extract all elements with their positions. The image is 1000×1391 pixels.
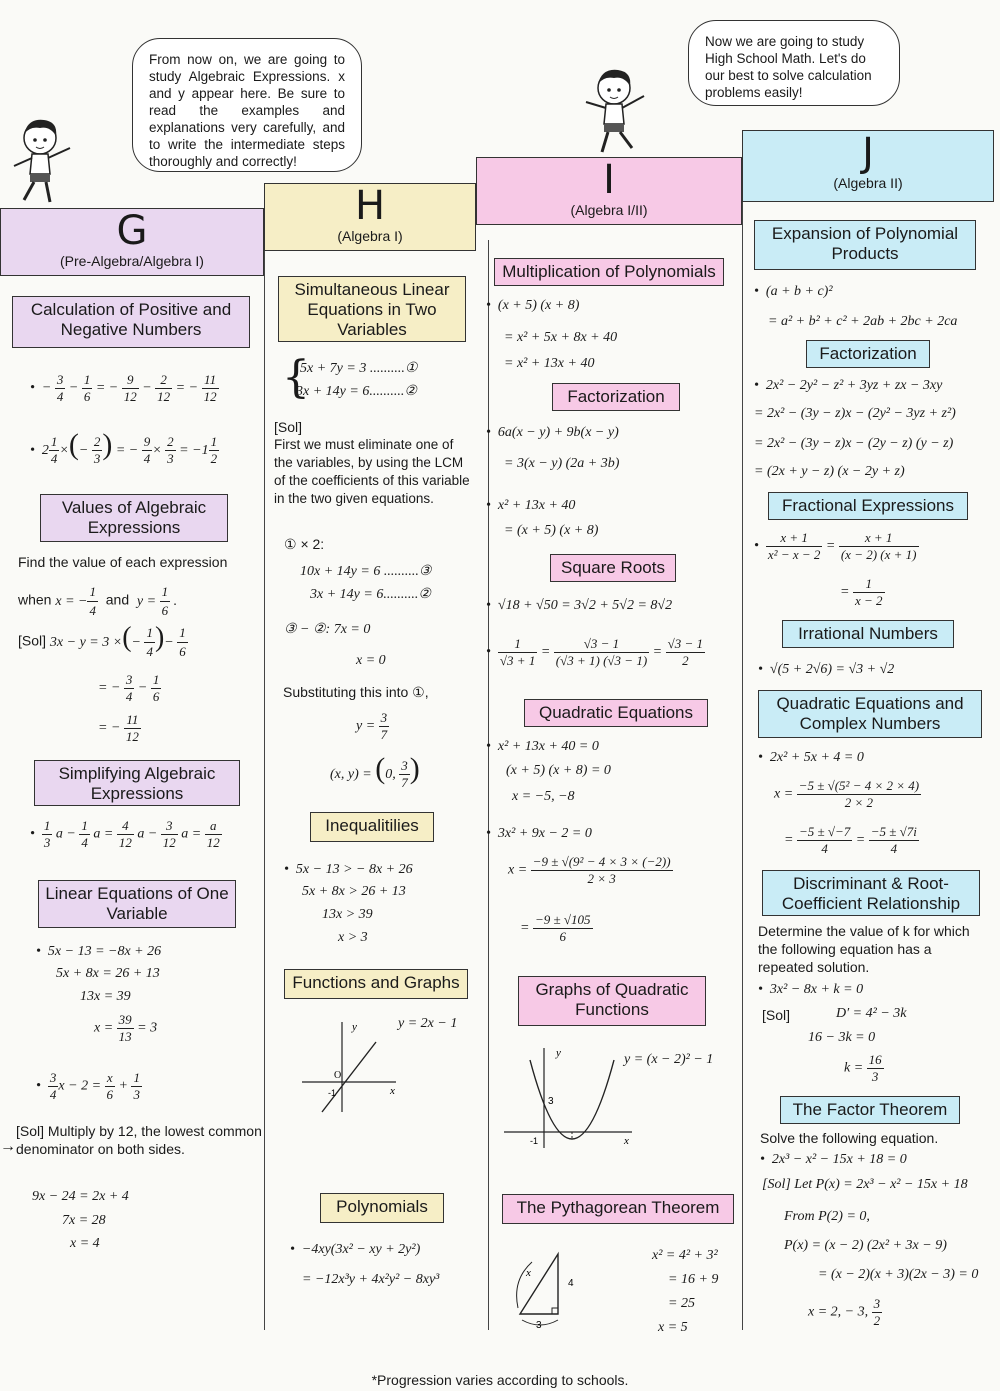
h-xy-result: (x, y) = (0, $\frac{3}{7}$ ) xyxy=(330,752,420,791)
i-quad-4-text: 3x² + 9x − 2 = 0 xyxy=(497,826,592,841)
topic-title: Graphs of Quadratic Functions xyxy=(535,980,689,1019)
g-linear-l1: 5x − 13 = −8x + 26 xyxy=(47,944,162,959)
h-mult-eq-2: 3x + 14y = 6..........② xyxy=(310,587,431,602)
topic-title: Inequalitilies xyxy=(325,816,419,835)
j-factor-3: From P(2) = 0, xyxy=(784,1209,870,1224)
svg-text:-1: -1 xyxy=(328,1088,337,1098)
i-pyth-1: x² = 4² + 3² xyxy=(652,1248,718,1263)
g-linear-step-3: 13x = 39 xyxy=(80,989,131,1004)
j-exp-1-text: (a + b + c)² xyxy=(765,284,833,299)
topic-square-roots xyxy=(550,554,676,582)
h-sol-label: [Sol] xyxy=(274,419,303,435)
topic-quadratic-equations xyxy=(524,699,708,727)
h-sol-text: First we must eliminate one of the variables, by using the LCM of the coefficients of this variable in the two given equations. xyxy=(274,437,470,506)
g-when-line: when x = − $\frac{1}{4}$ and y = $\frac{1}{6}$ . xyxy=(18,584,178,618)
h-mult-eq-1: 10x + 14y = 6 ..........③ xyxy=(300,564,432,579)
j-frac-result: = $\frac{1}{x - 2}$ xyxy=(840,576,883,608)
boy-character-right-icon xyxy=(578,62,654,158)
j-disc-sol: [Sol] xyxy=(762,1007,791,1023)
boy-character-left-icon xyxy=(4,112,80,208)
i-mult-1: • (x + 5) (x + 8) xyxy=(486,298,580,313)
topic-functions-graphs xyxy=(284,969,468,999)
topic-title: Irrational Numbers xyxy=(798,624,938,643)
topic-factorization-j xyxy=(806,340,930,368)
i-quad-5: x = $\frac{\text{−9 ± √(9² − 4 × 3 × (−2))}}{2 \times 3}$ xyxy=(508,854,671,886)
column-level-h: (Algebra I) xyxy=(337,228,403,244)
topic-title: Functions and Graphs xyxy=(292,973,460,992)
g-when-label: when xyxy=(18,591,52,608)
h-substituting-text: Substituting this into ①, xyxy=(283,684,429,700)
topic-factor-theorem xyxy=(780,1096,960,1124)
topic-title: Multiplication of Polynomials xyxy=(502,262,716,281)
i-quad-6-num: −9 ± √105 xyxy=(534,912,591,927)
column-divider-hi xyxy=(488,240,489,1330)
h-function-label: y = 2x − 1 xyxy=(398,1016,458,1031)
footnote: *Progression varies according to schools. xyxy=(371,1372,629,1388)
column-header-g xyxy=(0,208,264,276)
topic-title: Simplifying Algebraic Expressions xyxy=(58,764,216,803)
column-letter-j: J xyxy=(862,130,874,176)
j-exp-1: • (a + b + c)² xyxy=(754,284,833,299)
svg-text:3: 3 xyxy=(536,1320,542,1331)
i-fact-2: = 3(x − y) (2a + 3b) xyxy=(504,456,620,471)
topic-expansion-polynomial-products xyxy=(754,220,976,270)
column-letter-g: G xyxy=(116,208,148,254)
h-ineq-3: 13x > 39 xyxy=(322,907,373,922)
j-quad-eq: • 2x² + 5x + 4 = 0 xyxy=(758,750,864,765)
h-y-value: y = $\frac{3}{7}$ xyxy=(356,710,388,742)
column-header-j xyxy=(742,130,994,202)
j-fact-1-text: 2x² − 2y² − z² + 3yz + zx − 3xy xyxy=(765,378,943,393)
topic-title: Quadratic Equations xyxy=(538,703,694,722)
i-quad-4: • 3x² + 9x − 2 = 0 xyxy=(486,826,592,841)
topic-factorization-i xyxy=(552,383,680,411)
i-quad-1: • x² + 13x + 40 = 0 xyxy=(486,739,599,754)
svg-text:3: 3 xyxy=(548,1096,554,1107)
svg-text:y: y xyxy=(556,1047,561,1059)
i-mult-1-text: (x + 5) (x + 8) xyxy=(497,298,580,313)
column-divider-gh xyxy=(264,210,265,1330)
linear-graph xyxy=(296,1016,406,1116)
g-find-text: Find the value of each expression xyxy=(18,554,228,570)
topic-multiplication-polynomials xyxy=(494,258,724,286)
topic-fractional-expressions xyxy=(768,492,968,520)
i-mult-3: = x² + 13x + 40 xyxy=(504,356,595,371)
j-factor-text: Solve the following equation. xyxy=(760,1130,939,1146)
topic-title: Simultaneous Linear Equations in Two Variables xyxy=(294,280,450,339)
j-fact-4: = (2x + y − z) (x − 2y + z) xyxy=(754,464,905,479)
i-quad-6-den: 6 xyxy=(559,929,566,944)
h-system-eq-2: 3x + 14y = 6..........② xyxy=(296,384,417,399)
j-fact-1: • 2x² − 2y² − z² + 3yz + zx − 3xy xyxy=(754,378,943,393)
topic-simultaneous-equations xyxy=(278,276,466,342)
g-eq-step-2: 7x = 28 xyxy=(62,1213,106,1228)
i-pyth-4: x = 5 xyxy=(658,1320,688,1335)
g-linear-step-2: 5x + 8x = 26 + 13 xyxy=(56,966,160,981)
h-poly-1-text: −4xy(3x² − xy + 2y²) xyxy=(301,1242,421,1257)
topic-title: Expansion of Polynomial Products xyxy=(771,224,959,263)
j-disc-4: k = $\frac{16}{3}$ xyxy=(844,1052,882,1084)
column-level-j: (Algebra II) xyxy=(833,175,903,191)
j-disc-2: D′ = 4² − 3k xyxy=(836,1006,907,1021)
topic-title: The Pythagorean Theorem xyxy=(516,1198,720,1217)
h-ineq-4: x > 3 xyxy=(338,930,368,945)
i-quad-2: (x + 5) (x + 8) = 0 xyxy=(506,763,611,778)
column-level-i: (Algebra I/II) xyxy=(570,202,648,218)
j-quad-den: 2 × 2 xyxy=(844,795,874,810)
topic-quadratic-complex xyxy=(758,690,982,738)
column-divider-ij xyxy=(742,200,743,1330)
g-linear-step-4: x = $\frac{39}{13}$ = 3 xyxy=(94,1012,158,1044)
h-poly-1: • −4xy(3x² − xy + 2y²) xyxy=(290,1242,421,1257)
topic-irrational-numbers xyxy=(782,620,954,648)
g-eq-step-3: x = 4 xyxy=(70,1236,100,1251)
topic-inequalities xyxy=(310,812,434,842)
svg-text:x: x xyxy=(624,1135,629,1147)
column-header-h xyxy=(264,183,476,251)
topic-title: Square Roots xyxy=(561,558,665,577)
i-sqrt-2: • $\frac{1}{√3 + 1}$ = $\frac{√3 - 1}{(√3 + 1) (√3 - 1)}$ = $\frac{√3 - 1}{2}$ xyxy=(486,636,704,668)
i-fact-4: = (x + 5) (x + 8) xyxy=(504,523,599,538)
column-level-g: (Pre-Algebra/Algebra I) xyxy=(60,253,204,269)
j-factor-1-text: 2x³ − x² − 15x + 18 = 0 xyxy=(771,1152,907,1167)
topic-title: Calculation of Positive and Negative Numbers xyxy=(30,300,232,339)
j-disc-text: Determine the value of k for which the following equation has a repeated solution. xyxy=(758,923,970,975)
j-quad-num: −5 ± √(5² − 4 × 2 × 4) xyxy=(798,778,920,793)
h-system-eq-1: 5x + 7y = 3 ..........① xyxy=(300,361,418,376)
i-sqrt-1-text: √18 + √50 = 3√2 + 5√2 = 8√2 xyxy=(497,598,673,613)
h-multiply-step: ① × 2: xyxy=(284,536,325,552)
j-factor-2: [Sol] Let P(x) = 2x³ − x² − 15x + 18 xyxy=(762,1177,968,1192)
parabola-graph xyxy=(500,1042,640,1152)
speech-bubble-right xyxy=(688,20,900,106)
i-quad-3: x = −5, −8 xyxy=(512,789,575,804)
topic-positive-negative-numbers xyxy=(12,296,250,348)
h-ineq-1-text: 5x − 13 > − 8x + 26 xyxy=(295,862,413,877)
topic-title: The Factor Theorem xyxy=(792,1100,948,1119)
i-quad-5-den: 2 × 3 xyxy=(587,871,616,886)
topic-graphs-quadratic xyxy=(518,976,706,1026)
g-expr-1: • − $\frac{3}{4}$ − $\frac{1}{6}$ = − $\frac{9}{12}$ − $\frac{2}{12}$ = − $\frac{11}{12}$ xyxy=(30,372,217,404)
right-triangle-diagram xyxy=(510,1242,590,1332)
j-exp-2: = a² + b² + c² + 2ab + 2bc + 2ca xyxy=(768,314,958,329)
j-disc-3: 16 − 3k = 0 xyxy=(808,1030,876,1045)
brace-icon: { xyxy=(282,352,310,403)
svg-text:y: y xyxy=(352,1021,357,1033)
g-sol-step-2: = − $\frac{3}{4}$ − $\frac{1}{6}$ xyxy=(98,672,160,704)
g-linear-eq-2: • $\frac{3}{4}$ x − 2 = $\frac{x}{6}$ + $\frac{1}{3}$ xyxy=(36,1070,140,1102)
j-factor-6-text: x = 2, − 3, xyxy=(808,1304,869,1320)
j-factor-6: x = 2, − 3, $\frac{3}{2}$ xyxy=(808,1296,881,1328)
i-pyth-2: = 16 + 9 xyxy=(668,1272,719,1287)
svg-text:x: x xyxy=(526,1267,531,1279)
j-fact-3: = 2x² − (3y − z)x − (2y − z) (y − z) xyxy=(754,436,954,451)
topic-simplifying-expressions xyxy=(34,760,240,806)
column-header-i xyxy=(476,157,742,225)
topic-pythagorean-theorem xyxy=(502,1194,734,1224)
topic-title: Discriminant & Root-Coefficient Relationship xyxy=(781,874,961,913)
i-fact-3-text: x² + 13x + 40 xyxy=(497,498,576,513)
i-graph-function: y = (x − 2)² − 1 xyxy=(624,1052,714,1067)
speech-bubble-left-text: From now on, we are going to study Algebraic Expressions. x and y appear here. Be sure to read the examples and explanations very carefully, and to write the intermediate steps thoroughly and correctly! xyxy=(149,52,345,169)
svg-text:4: 4 xyxy=(568,1278,574,1289)
topic-title: Quadratic Equations and Complex Numbers xyxy=(776,694,964,733)
j-fact-2: = 2x² − (3y − z)x − (2y² − 3yz + z²) xyxy=(754,406,956,421)
g-sol-label: [Sol] xyxy=(18,632,47,649)
h-ineq-1: • 5x − 13 > − 8x + 26 xyxy=(284,862,413,877)
h-ineq-2: 5x + 8x > 26 + 13 xyxy=(302,884,406,899)
g-and-label: and xyxy=(105,591,130,608)
speech-bubble-right-text: Now we are going to study High School Math. Let's do our best to solve calculation problems easily! xyxy=(705,34,872,100)
topic-title: Fractional Expressions xyxy=(782,496,954,515)
i-mult-2: = x² + 5x + 8x + 40 xyxy=(504,330,618,345)
h-subtract-step: ③ − ②: 7x = 0 xyxy=(284,622,371,637)
j-quad-result: = $\frac{-5 \pm √-7}{4}$ = $\frac{-5 \pm √7i}{4}$ xyxy=(784,824,917,856)
h-poly-2: = −12x³y + 4x²y² − 8xy³ xyxy=(302,1272,440,1287)
i-sqrt-1: • √18 + √50 = 3√2 + 5√2 = 8√2 xyxy=(486,598,673,613)
svg-text:x: x xyxy=(390,1085,395,1097)
topic-title: Factorization xyxy=(819,344,917,363)
topic-polynomials xyxy=(320,1193,444,1223)
j-disc-1-text: 3x² − 8x + k = 0 xyxy=(769,982,864,997)
topic-title: Polynomials xyxy=(336,1197,428,1216)
svg-text:-1: -1 xyxy=(530,1136,539,1146)
j-disc-1: • 3x² − 8x + k = 0 xyxy=(758,982,864,997)
speech-bubble-left xyxy=(132,38,362,172)
g-sol-step-3: = − $\frac{11}{12}$ xyxy=(98,712,139,744)
topic-linear-equations xyxy=(38,880,236,928)
topic-title: Values of Algebraic Expressions xyxy=(61,498,207,537)
i-quad-6: = $\frac{-9 \pm √105}{6}$ xyxy=(520,912,591,944)
j-factor-5: = (x − 2)(x + 3)(2x − 3) = 0 xyxy=(818,1267,979,1282)
g-expr-2: • 2 $\frac{1}{4}$ ×(− $\frac{2}{3}$ ) = − $\frac{9}{4}$ × $\frac{2}{3}$ = −1 $\frac{1}{2}$ xyxy=(30,428,218,467)
j-factor-1: • 2x³ − x² − 15x + 18 = 0 xyxy=(760,1152,907,1167)
i-pyth-3: = 25 xyxy=(668,1296,695,1311)
i-quad-1-text: x² + 13x + 40 = 0 xyxy=(497,739,599,754)
g-eq-step-1: 9x − 24 = 2x + 4 xyxy=(32,1189,129,1204)
i-fact-1: • 6a(x − y) + 9b(x − y) xyxy=(486,425,619,440)
j-irrational-text: √(5 + 2√6) = √3 + √2 xyxy=(769,662,895,677)
g-simplify-expr: • $\frac{1}{3}$ a − $\frac{1}{4}$ a = $\frac{4}{12}$ a − $\frac{3}{12}$ a = $\frac{a}{12}$ xyxy=(30,818,220,850)
j-frac-expr: • $\frac{x + 1}{\text{x² − x − 2}}$ = $\frac{x + 1}{(x - 2) (x + 1)}$ xyxy=(754,530,917,562)
svg-text:O: O xyxy=(334,1070,342,1081)
i-fact-3: • x² + 13x + 40 xyxy=(486,498,576,513)
h-x-zero: x = 0 xyxy=(356,653,386,668)
i-quad-5-num: −9 ± √(9² − 4 × 3 × (−2)) xyxy=(532,854,671,869)
topic-title: Factorization xyxy=(567,387,665,406)
arrow-icon: → xyxy=(0,1138,16,1155)
i-fact-1-text: 6a(x − y) + 9b(x − y) xyxy=(497,425,619,440)
topic-title: Linear Equations of One Variable xyxy=(45,884,229,923)
column-letter-h: H xyxy=(354,183,386,229)
column-letter-i: I xyxy=(603,157,615,203)
g-sol-multiply: [Sol] Multiply by 12, the lowest common denominator on both sides. xyxy=(16,1123,262,1157)
topic-discriminant xyxy=(762,870,980,916)
g-linear-step-1: • 5x − 13 = −8x + 26 xyxy=(36,944,162,959)
g-sol-line: [Sol] 3x − y = 3 ×(− $\frac{1}{4}$ )− $\frac{1}{6}$ xyxy=(18,621,186,659)
j-quad-formula: x = $\frac{\text{−5 ± √(5² − 4 × 2 × 4)}}{2 \times 2}$ xyxy=(774,778,920,810)
topic-values-algebraic-expressions xyxy=(40,494,228,542)
j-factor-4: P(x) = (x − 2) (2x² + 3x − 9) xyxy=(784,1238,947,1253)
j-quad-eq-text: 2x² + 5x + 4 = 0 xyxy=(769,750,864,765)
j-irrational: • √(5 + 2√6) = √3 + √2 xyxy=(758,662,895,677)
